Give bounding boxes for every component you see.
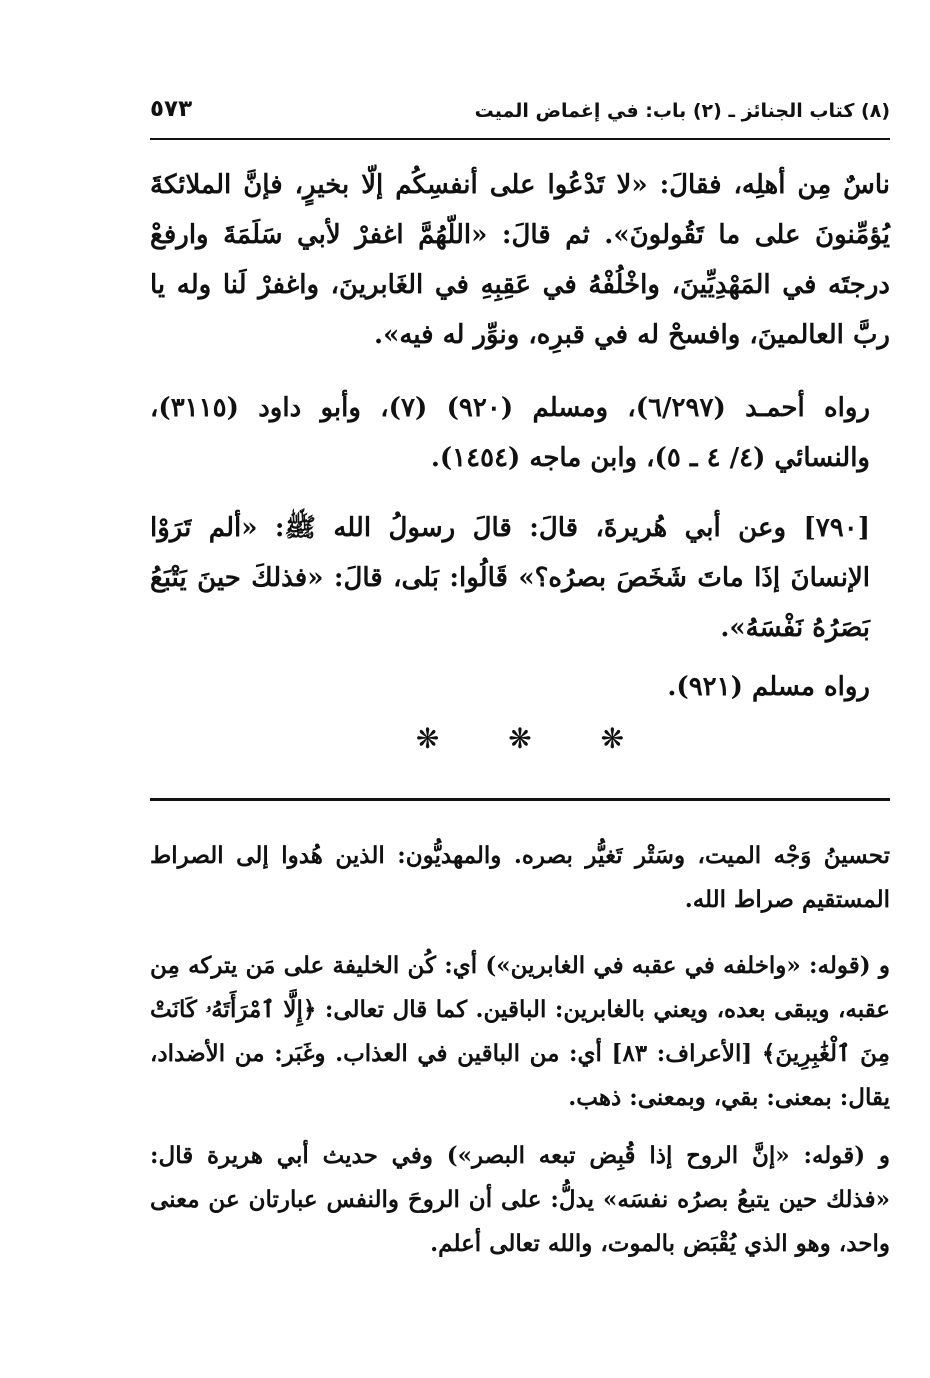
footnote-divider [150,798,890,801]
commentary-note-3: و (قوله: «إنَّ الروح إذا قُبِض تبعه البصر») وفي حديث أبي هريرة قال: «فذلك حين يتبعُ بصرُه نفسَه» يدلُّ: على أن الروحَ والنفس عبارتان عن معنى واحد، وهو الذي يُقْبَض بالموت، والله تعالى أعلم. [150,1142,890,1257]
running-header [150,96,890,136]
star-ornament: ❋ [508,722,532,755]
page-number: ٥٧٣ [150,96,193,122]
hadith-790: [٧٩٠] وعن أبي هُريرةَ، قالَ: قالَ رسولُ الله ﷺ: «ألم تَرَوْا الإنسانَ إذَا ماتَ شَخَصَ بصرُه؟» قَالُوا: بَلى، قالَ: «فذلكَ حينَ يَتْبَعُ بَصَرُهُ نَفْسَهُ». [150,513,870,643]
hadith-takhrij: رواه أحمـد (٦/٢٩٧)، ومسلم (٩٢٠) (٧)، وأبو داود (٣١١٥)، والنسائي (٤/ ٤ ـ ٥)، وابن ماجه (١٤٥٤). [150,393,870,473]
section-separator [150,722,890,755]
hadith-790-takhrij: رواه مسلم (٩٢١). [667,672,870,702]
star-ornament: ❋ [415,722,440,755]
hadith-text-continued: ناسٌ مِن أهلِه، فقالَ: «لا تَدْعُوا على أنفسِكُم إلّا بخيرٍ، فإنَّ الملائكةَ يُؤمِّنونَ على ما تَقُولونَ». ثم قالَ: «اللّهُمَّ اغفرْ لأبي سَلَمَةَ وارفعْ درجتَه في المَهْدِيِّينَ، واخْلُفْهُ في عَقِبِهِ في الغَابرينَ، واغفرْ لَنا وله يا ربَّ العالمينَ، وافسحْ له في قبرِه، ونوِّر له فيه». [150,170,890,350]
running-title: (٨) كتاب الجنائز ـ (٢) باب: في إغماض الميت [474,100,890,122]
commentary-note-1: تحسينُ وَجْه الميت، وسَتْر تَغيُّر بصره. والمهديُّون: الذين هُدوا إلى الصراط المستقيم صراط الله. [150,842,890,913]
header-divider [150,138,890,140]
commentary-note-2: و (قوله: «واخلفه في عقبه في الغابرين») أي: كُن الخليفة على مَن يتركه مِن عقبه، ويبقى بعده، ويعني بالغابرين: الباقين. كما قال تعالى: ﴿إِلَّا ٱمْرَأَتَهُۥ كَانَتْ مِنَ ٱلْغَٰبِرِينَ﴾ [الأعراف: ٨٣] أي: من الباقين في العذاب. وغَبَر: من الأضداد، يقال: بمعنى: بقي، وبمعنى: ذهب. [150,952,890,1111]
star-ornament: ❋ [600,722,625,755]
